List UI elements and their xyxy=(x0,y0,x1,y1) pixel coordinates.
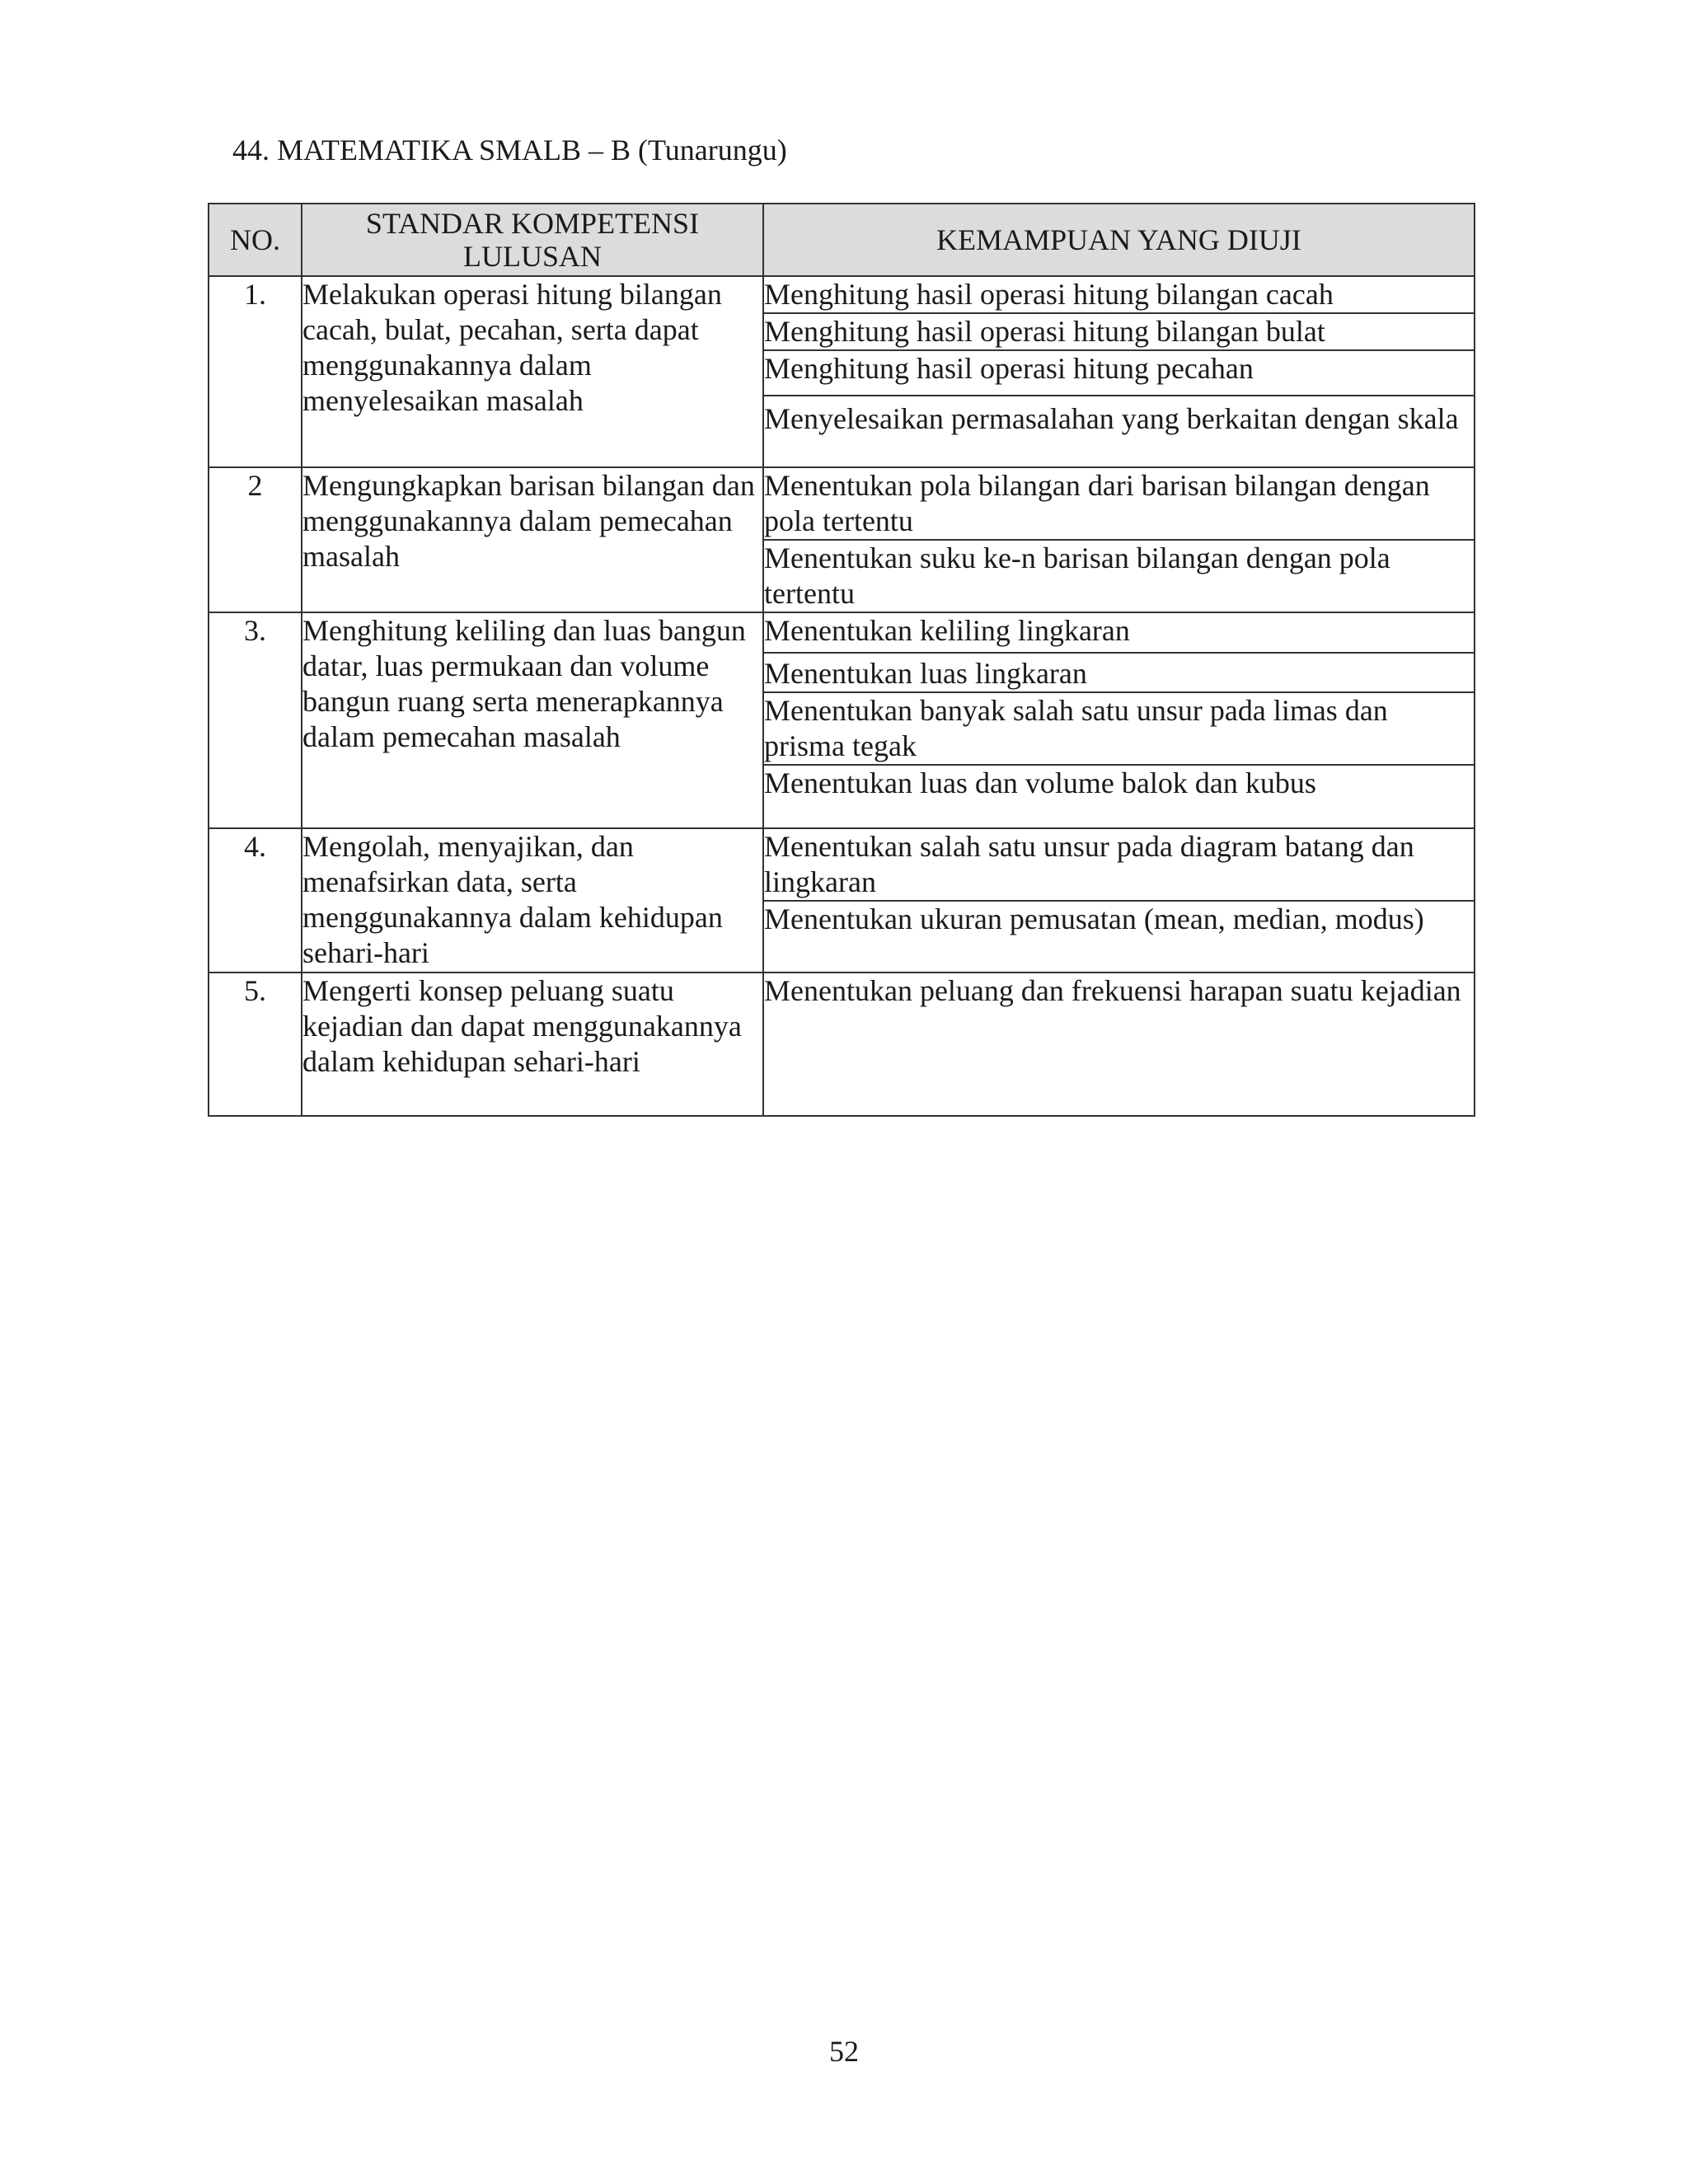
kemampuan-item: Menentukan ukuran pemusatan (mean, median, modus) xyxy=(763,901,1475,972)
table-row xyxy=(209,276,1475,313)
kemampuan-item: Menentukan keliling lingkaran xyxy=(763,612,1475,653)
kemampuan-item: Menghitung hasil operasi hitung bilangan cacah xyxy=(763,276,1475,313)
row-number: 1. xyxy=(209,276,302,467)
table-header-row xyxy=(209,204,1475,276)
kemampuan-item: Menentukan suku ke-n barisan bilangan dengan pola tertentu xyxy=(763,540,1475,612)
page-number: 52 xyxy=(829,2035,859,2068)
standar-kompetensi: Mengerti konsep peluang suatu kejadian dan dapat menggunakannya dalam kehidupan sehari-hari xyxy=(302,972,763,1116)
table-row xyxy=(209,467,1475,540)
kemampuan-item: Menentukan luas lingkaran xyxy=(763,653,1475,692)
table-row xyxy=(209,828,1475,901)
standar-kompetensi: Melakukan operasi hitung bilangan cacah, bulat, pecahan, serta dapat menggunakannya dalam menyelesaikan masalah xyxy=(302,276,763,467)
row-number: 5. xyxy=(209,972,302,1116)
table-row xyxy=(209,612,1475,653)
document-title: 44. MATEMATIKA SMALB – B (Tunarungu) xyxy=(232,134,787,166)
header-standar: STANDAR KOMPETENSI LULUSAN xyxy=(302,204,763,276)
competency-table xyxy=(208,203,1475,1117)
row-number: 4. xyxy=(209,828,302,972)
standar-kompetensi: Mengungkapkan barisan bilangan dan menggunakannya dalam pemecahan masalah xyxy=(302,467,763,612)
kemampuan-item: Menentukan salah satu unsur pada diagram batang dan lingkaran xyxy=(763,828,1475,901)
standar-kompetensi: Menghitung keliling dan luas bangun datar, luas permukaan dan volume bangun ruang serta menerapkannya dalam pemecahan masalah xyxy=(302,612,763,828)
kemampuan-item: Menghitung hasil operasi hitung pecahan xyxy=(763,350,1475,396)
row-number: 3. xyxy=(209,612,302,828)
header-no: NO. xyxy=(209,204,302,276)
kemampuan-item: Menyelesaikan permasalahan yang berkaitan dengan skala xyxy=(763,396,1475,467)
header-kemampuan: KEMAMPUAN YANG DIUJI xyxy=(763,204,1475,276)
row-number: 2 xyxy=(209,467,302,612)
kemampuan-item: Menentukan luas dan volume balok dan kubus xyxy=(763,765,1475,828)
kemampuan-item: Menentukan banyak salah satu unsur pada limas dan prisma tegak xyxy=(763,692,1475,765)
standar-kompetensi: Mengolah, menyajikan, dan menafsirkan data, serta menggunakannya dalam kehidupan sehari-hari xyxy=(302,828,763,972)
table-row xyxy=(209,972,1475,1116)
kemampuan-item: Menghitung hasil operasi hitung bilangan bulat xyxy=(763,313,1475,350)
kemampuan-item: Menentukan peluang dan frekuensi harapan suatu kejadian xyxy=(763,972,1475,1116)
kemampuan-item: Menentukan pola bilangan dari barisan bilangan dengan pola tertentu xyxy=(763,467,1475,540)
